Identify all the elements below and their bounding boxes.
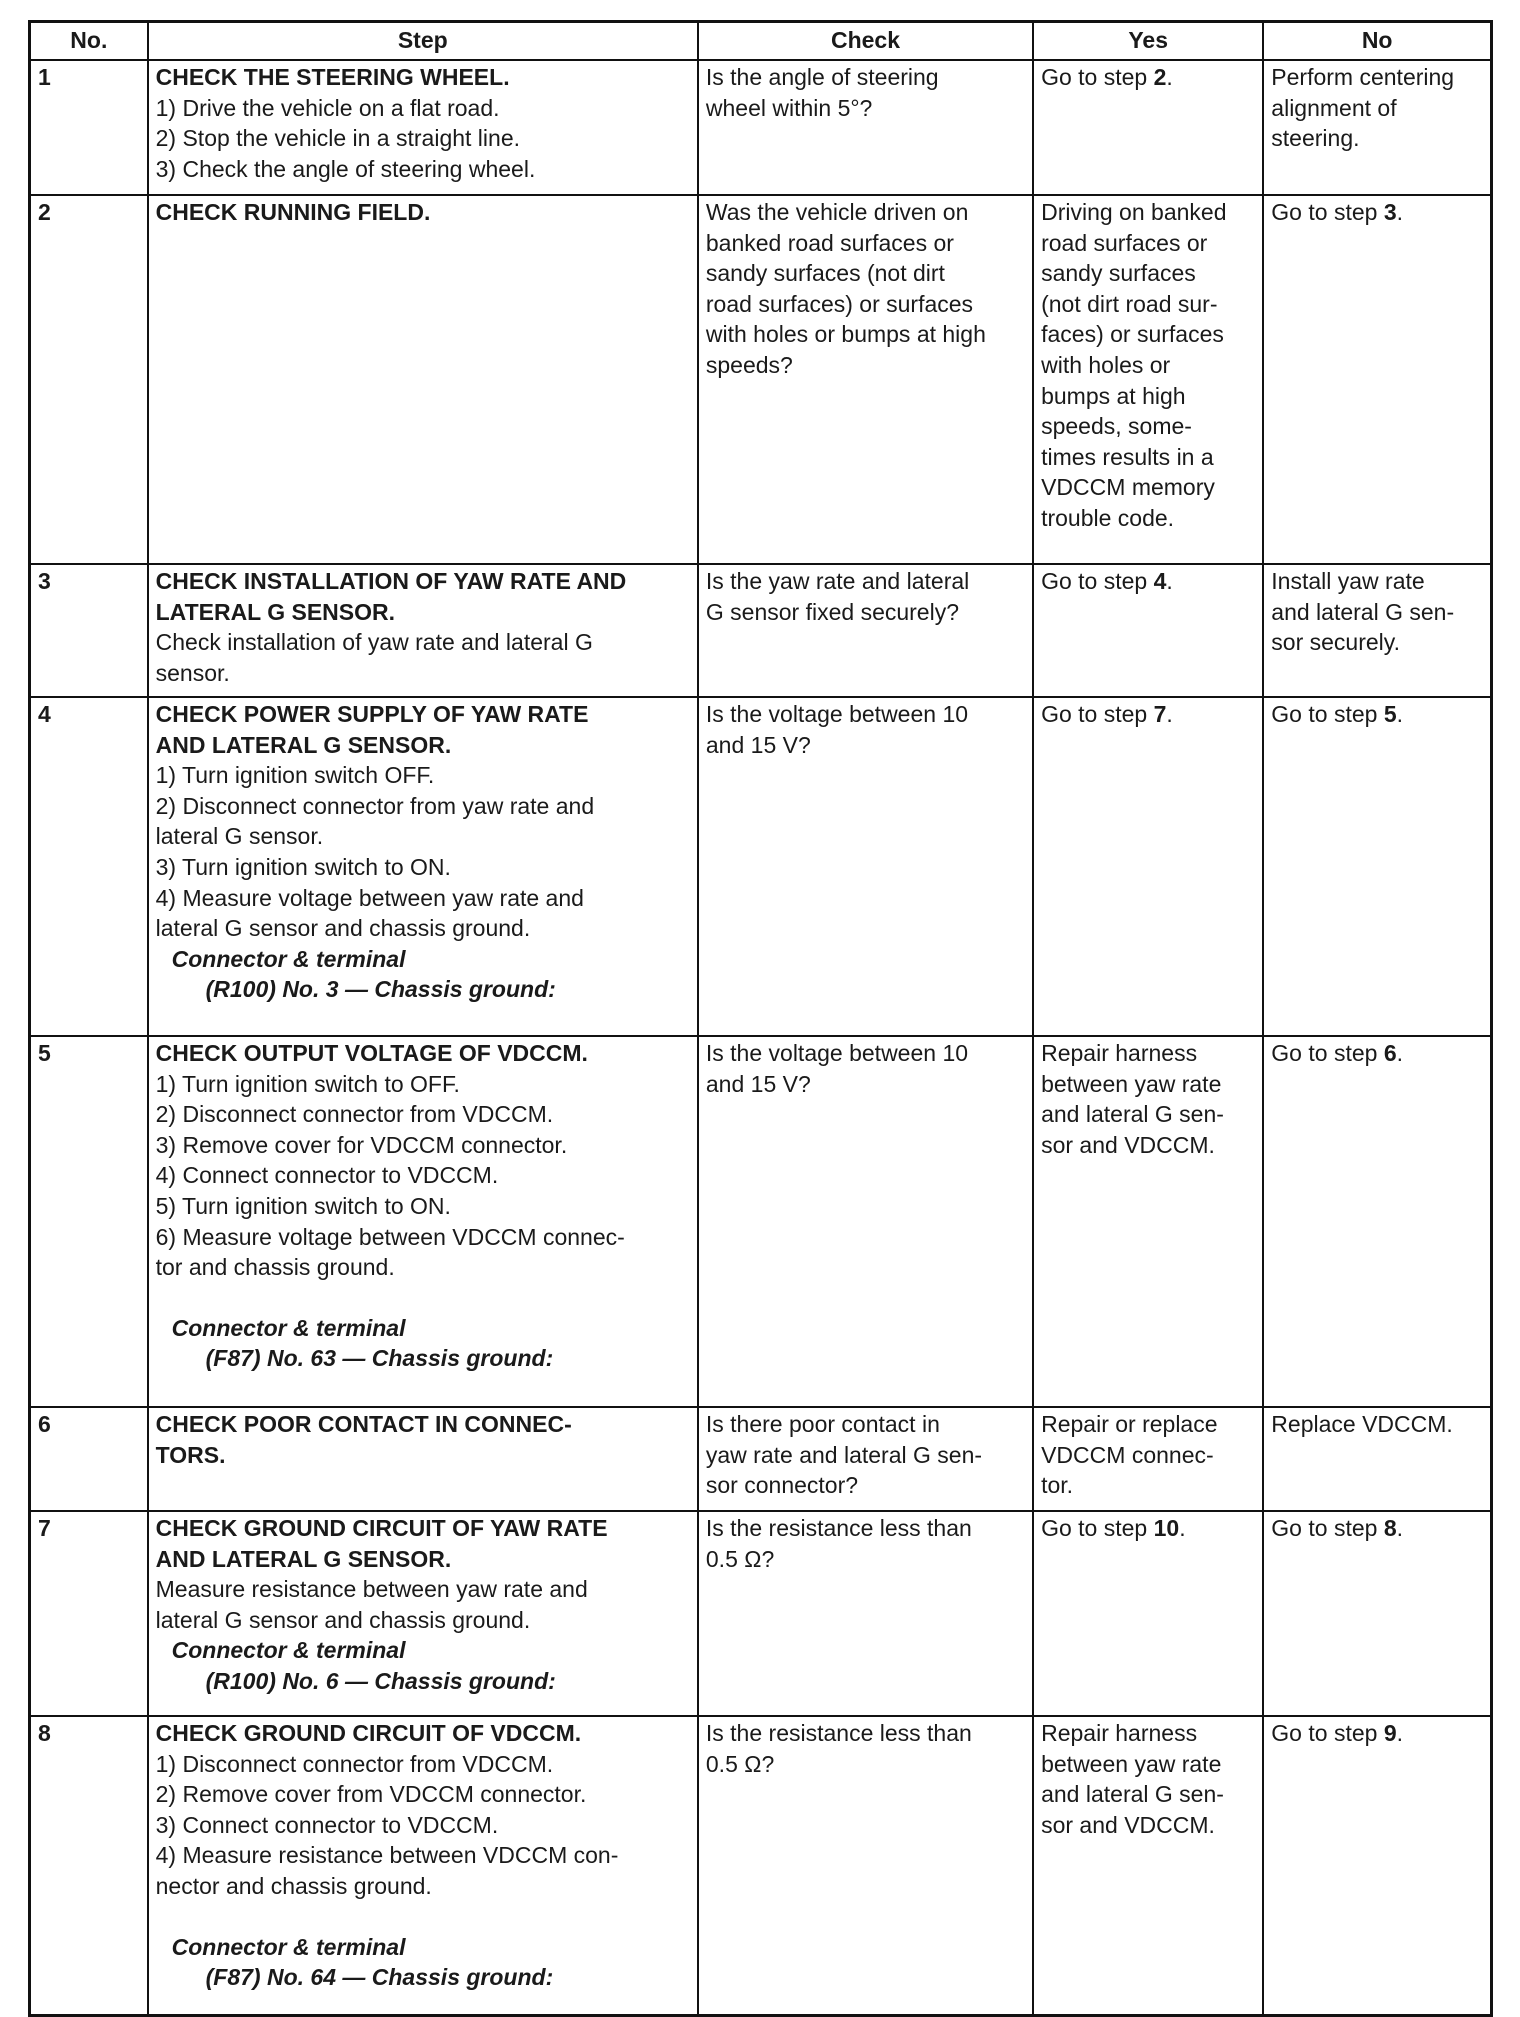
yes-action bbox=[1033, 697, 1263, 1036]
yes-step-number: 7 bbox=[1153, 701, 1167, 727]
no-text: Replace VDCCM. bbox=[1271, 1411, 1453, 1437]
no-text-end: . bbox=[1396, 1040, 1403, 1066]
check-question: Is there poor contact in yaw rate and lateral G sen- sor connector? bbox=[698, 1407, 1033, 1511]
table-row bbox=[30, 697, 1492, 1036]
step-instruction: 4) Connect connector to VDCCM. bbox=[155, 1162, 499, 1189]
diagnostic-table bbox=[28, 20, 1493, 2017]
step-instruction: Check installation of yaw rate and lateral G sensor. bbox=[155, 629, 593, 686]
step-title: CHECK RUNNING FIELD. bbox=[155, 199, 431, 225]
no-action bbox=[1263, 60, 1491, 195]
step-cell bbox=[148, 1511, 698, 1716]
yes-action bbox=[1033, 195, 1263, 564]
yes-text: Repair or replace VDCCM connec- tor. bbox=[1041, 1411, 1218, 1499]
yes-text: Repair harness between yaw rate and lateral G sen- sor and VDCCM. bbox=[1041, 1040, 1224, 1158]
header-check: Check bbox=[698, 22, 1033, 61]
check-question: Was the vehicle driven on banked road surfaces or sandy surfaces (not dirt road surfaces) or surfaces with holes or bumps at high speeds? bbox=[698, 195, 1033, 564]
header-yes: Yes bbox=[1033, 22, 1263, 61]
step-instruction: 5) Turn ignition switch to ON. bbox=[155, 1192, 451, 1219]
step-instruction: 4) Measure voltage between yaw rate and lateral G sensor and chassis ground. bbox=[155, 884, 584, 942]
step-cell bbox=[148, 1716, 698, 2015]
yes-text: Driving on banked road surfaces or sandy surfaces (not dirt road sur- faces) or surfaces with holes or bumps at high speeds, some- times results in a VDCCM memory trouble code. bbox=[1041, 199, 1227, 531]
step-instruction: 1) Turn ignition switch to OFF. bbox=[155, 1070, 460, 1097]
yes-text: Go to step bbox=[1041, 701, 1154, 727]
yes-text: Go to step bbox=[1041, 1515, 1154, 1541]
step-instruction: 1) Disconnect connector from VDCCM. bbox=[155, 1750, 554, 1777]
table-row bbox=[30, 1511, 1492, 1716]
no-action bbox=[1263, 1716, 1491, 2015]
step-instruction: 3) Check the angle of steering wheel. bbox=[155, 155, 536, 182]
no-text: Go to step bbox=[1271, 701, 1384, 727]
row-number: 8 bbox=[30, 1716, 148, 2015]
step-instruction: 1) Drive the vehicle on a flat road. bbox=[155, 94, 500, 121]
row-number: 6 bbox=[30, 1407, 148, 1511]
row-number: 1 bbox=[30, 60, 148, 195]
check-question: Is the angle of steering wheel within 5°? bbox=[698, 60, 1033, 195]
step-instruction: 3) Connect connector to VDCCM. bbox=[155, 1811, 499, 1838]
step-title: CHECK THE STEERING WHEEL. bbox=[155, 64, 510, 90]
step-instruction: 2) Stop the vehicle in a straight line. bbox=[155, 125, 520, 152]
check-question: Is the resistance less than 0.5 Ω? bbox=[698, 1716, 1033, 2015]
row-number: 3 bbox=[30, 564, 148, 697]
no-step-number: 9 bbox=[1383, 1720, 1397, 1746]
table-row bbox=[30, 60, 1492, 195]
terminal-spec: (R100) No. 3 — Chassis ground: bbox=[205, 976, 556, 1003]
no-text-end: . bbox=[1396, 199, 1403, 225]
no-text-end: . bbox=[1396, 701, 1403, 727]
no-text: Install yaw rate and lateral G sen- sor securely. bbox=[1271, 568, 1455, 656]
spacer bbox=[156, 1283, 690, 1313]
no-step-number: 6 bbox=[1383, 1040, 1397, 1066]
step-instruction: 3) Remove cover for VDCCM connector. bbox=[155, 1131, 568, 1158]
table-row bbox=[30, 1036, 1492, 1407]
step-cell bbox=[148, 564, 698, 697]
header-step: Step bbox=[148, 22, 698, 61]
row-number: 7 bbox=[30, 1511, 148, 1716]
yes-text-end: . bbox=[1166, 568, 1173, 594]
check-question: Is the resistance less than 0.5 Ω? bbox=[698, 1511, 1033, 1716]
step-title: CHECK GROUND CIRCUIT OF YAW RATE AND LATERAL G SENSOR. bbox=[155, 1515, 608, 1572]
terminal-spec: (F87) No. 63 — Chassis ground: bbox=[205, 1345, 554, 1372]
yes-action bbox=[1033, 60, 1263, 195]
yes-action bbox=[1033, 564, 1263, 697]
table-row bbox=[30, 1716, 1492, 2015]
check-question: Is the voltage between 10 and 15 V? bbox=[698, 697, 1033, 1036]
step-title: CHECK POOR CONTACT IN CONNEC- TORS. bbox=[155, 1411, 572, 1468]
step-cell bbox=[148, 195, 698, 564]
header-no: No. bbox=[30, 22, 148, 61]
row-number: 5 bbox=[30, 1036, 148, 1407]
step-cell bbox=[148, 1407, 698, 1511]
yes-text-end: . bbox=[1166, 64, 1173, 90]
row-number: 2 bbox=[30, 195, 148, 564]
step-cell bbox=[148, 60, 698, 195]
step-instruction: 6) Measure voltage between VDCCM connec- tor and chassis ground. bbox=[155, 1223, 625, 1281]
no-text: Go to step bbox=[1271, 199, 1384, 225]
step-instruction: 2) Disconnect connector from VDCCM. bbox=[155, 1101, 554, 1128]
no-action bbox=[1263, 1407, 1491, 1511]
yes-text-end: . bbox=[1179, 1515, 1186, 1541]
check-question: Is the voltage between 10 and 15 V? bbox=[698, 1036, 1033, 1407]
no-text: Go to step bbox=[1271, 1720, 1384, 1746]
yes-action bbox=[1033, 1716, 1263, 2015]
no-action bbox=[1263, 1511, 1491, 1716]
step-cell bbox=[148, 697, 698, 1036]
yes-action bbox=[1033, 1511, 1263, 1716]
step-instruction: Measure resistance between yaw rate and lateral G sensor and chassis ground. bbox=[155, 1576, 588, 1633]
no-text: Go to step bbox=[1271, 1040, 1384, 1066]
connector-label: Connector & terminal bbox=[171, 1933, 406, 1960]
no-action bbox=[1263, 564, 1491, 697]
row-number: 4 bbox=[30, 697, 148, 1036]
spacer bbox=[156, 1902, 690, 1932]
connector-label: Connector & terminal bbox=[171, 1637, 406, 1664]
yes-action bbox=[1033, 1036, 1263, 1407]
connector-label: Connector & terminal bbox=[171, 1314, 406, 1341]
check-question: Is the yaw rate and lateral G sensor fixed securely? bbox=[698, 564, 1033, 697]
connector-label: Connector & terminal bbox=[171, 945, 406, 972]
no-step-number: 5 bbox=[1383, 701, 1397, 727]
no-action bbox=[1263, 195, 1491, 564]
no-action bbox=[1263, 1036, 1491, 1407]
yes-text: Go to step bbox=[1041, 64, 1154, 90]
step-title: CHECK INSTALLATION OF YAW RATE AND LATERAL G SENSOR. bbox=[155, 568, 627, 625]
step-instruction: 4) Measure resistance between VDCCM con- nector and chassis ground. bbox=[155, 1842, 619, 1899]
step-title: CHECK OUTPUT VOLTAGE OF VDCCM. bbox=[155, 1040, 588, 1066]
yes-step-number: 10 bbox=[1153, 1515, 1180, 1541]
header-no-result: No bbox=[1263, 22, 1491, 61]
no-text-end: . bbox=[1396, 1720, 1403, 1746]
no-text: Perform centering alignment of steering. bbox=[1271, 64, 1455, 152]
yes-text-end: . bbox=[1166, 701, 1173, 727]
no-step-number: 3 bbox=[1383, 199, 1397, 225]
terminal-spec: (F87) No. 64 — Chassis ground: bbox=[205, 1964, 554, 1991]
terminal-spec: (R100) No. 6 — Chassis ground: bbox=[205, 1667, 556, 1694]
yes-text: Go to step bbox=[1041, 568, 1154, 594]
no-text-end: . bbox=[1396, 1515, 1403, 1541]
step-instruction: 2) Disconnect connector from yaw rate and lateral G sensor. bbox=[155, 792, 595, 850]
no-text: Go to step bbox=[1271, 1515, 1384, 1541]
no-step-number: 8 bbox=[1383, 1515, 1397, 1541]
yes-step-number: 4 bbox=[1153, 568, 1167, 594]
step-title: CHECK GROUND CIRCUIT OF VDCCM. bbox=[155, 1720, 582, 1746]
yes-action bbox=[1033, 1407, 1263, 1511]
table-row bbox=[30, 195, 1492, 564]
step-cell bbox=[148, 1036, 698, 1407]
step-title: CHECK POWER SUPPLY OF YAW RATE AND LATERAL G SENSOR. bbox=[155, 701, 589, 758]
table-row bbox=[30, 564, 1492, 697]
step-instruction: 1) Turn ignition switch OFF. bbox=[155, 762, 435, 789]
yes-text: Repair harness between yaw rate and lateral G sen- sor and VDCCM. bbox=[1041, 1720, 1224, 1838]
yes-step-number: 2 bbox=[1153, 64, 1167, 90]
table-row bbox=[30, 1407, 1492, 1511]
no-action bbox=[1263, 697, 1491, 1036]
header-row bbox=[30, 22, 1492, 61]
step-instruction: 3) Turn ignition switch to ON. bbox=[155, 853, 451, 880]
step-instruction: 2) Remove cover from VDCCM connector. bbox=[155, 1781, 587, 1808]
